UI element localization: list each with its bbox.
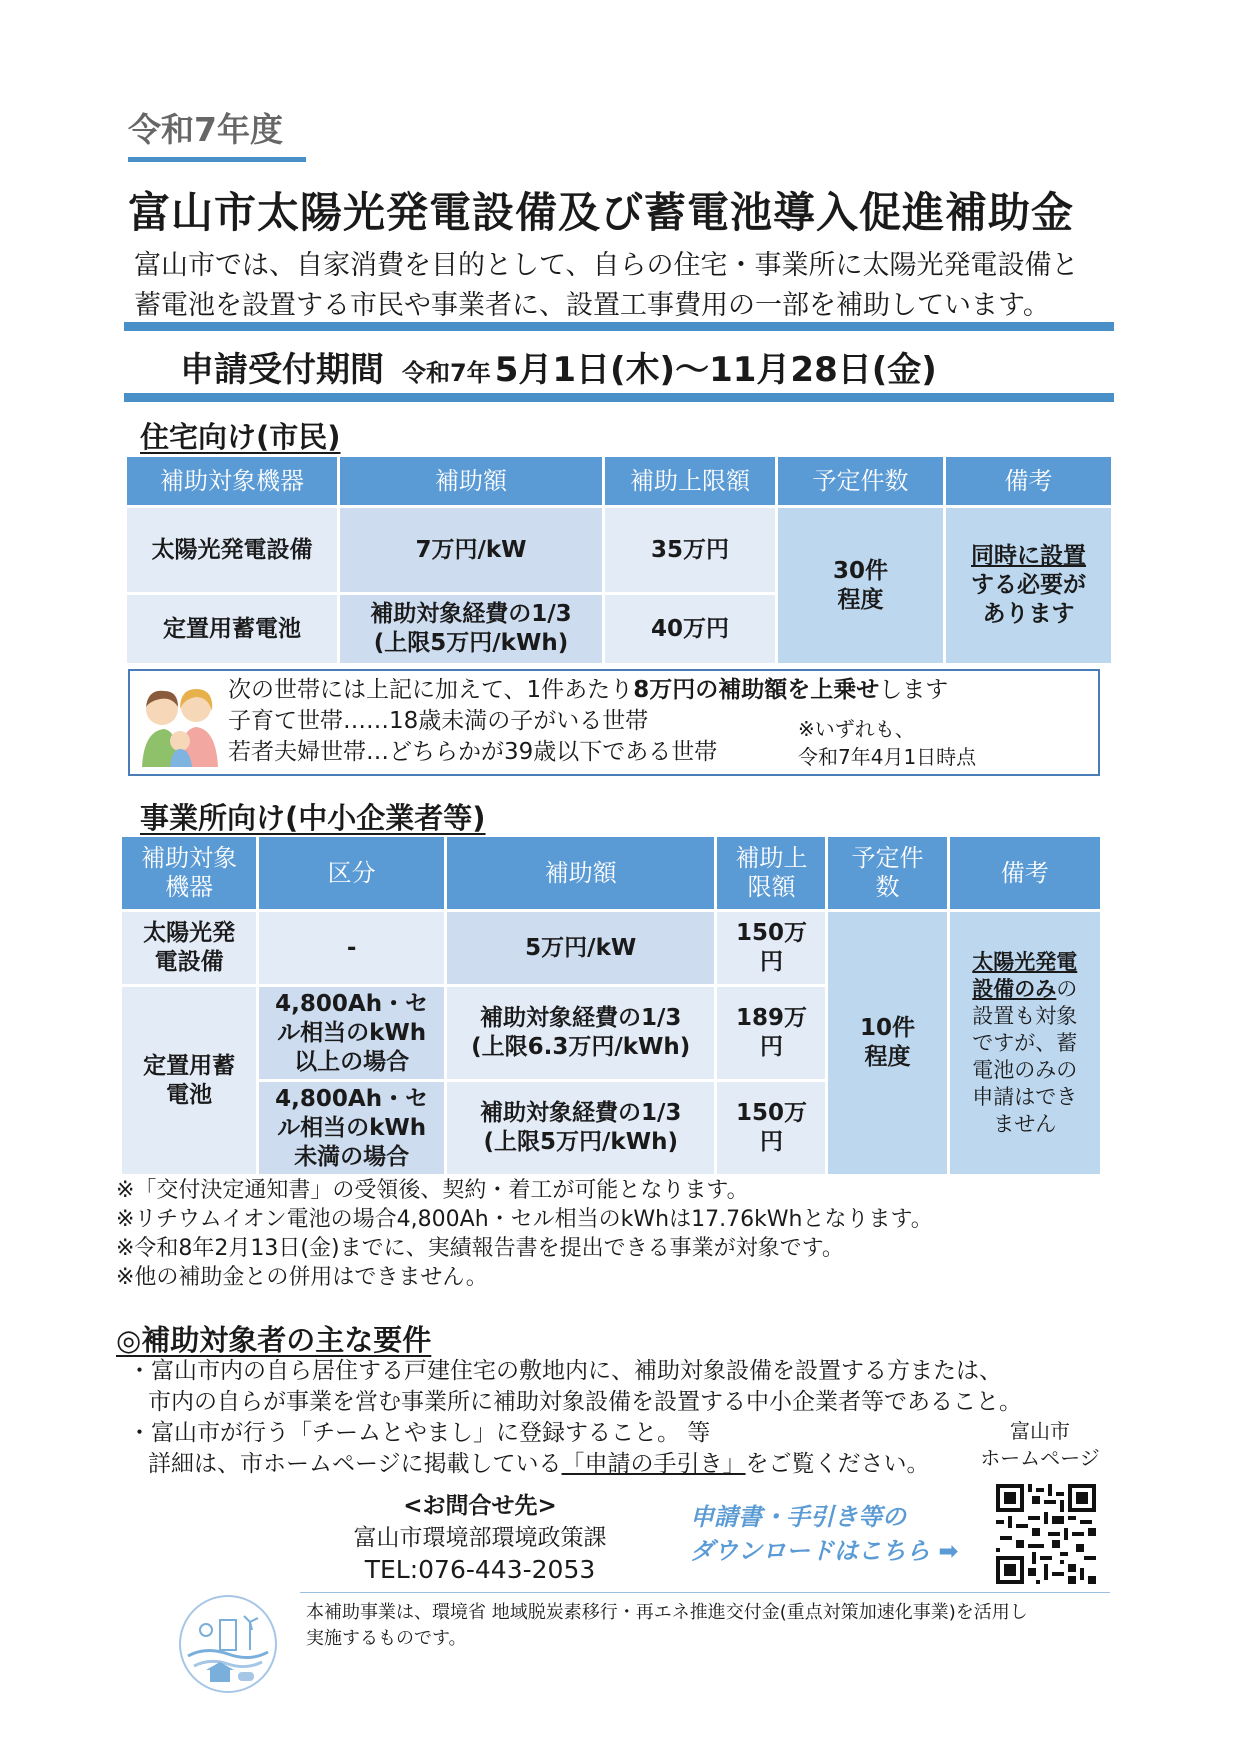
application-period — [180, 342, 937, 391]
biz-solar-cap-l1: 150万 — [735, 920, 807, 946]
business-heading: 事業所向け(中小企業者等) — [140, 801, 486, 835]
res-battery-amount-line2: (上限5万円/kWh) — [373, 630, 569, 656]
res-remark-line1: 同時に設置 — [971, 543, 1086, 569]
biz-remark-l2-strong: 設備のみ — [972, 976, 1057, 1001]
req-line3: ・富山市が行う「チームとやまし」に登録すること。 等 — [128, 1420, 711, 1446]
biz-header-count — [828, 837, 946, 909]
biz-header-cap-l1: 補助上 — [735, 844, 808, 872]
biz-solar-cap — [717, 912, 825, 984]
bonus-line3: 若者夫婦世帯…どちらかが39歳以下である世帯 — [228, 739, 718, 765]
qr-label-line1: 富山市 — [1010, 1419, 1070, 1443]
divider-top — [124, 322, 1114, 331]
qr-code-icon[interactable] — [996, 1484, 1096, 1584]
biz-remark-l7: ません — [993, 1111, 1057, 1136]
biz-header-device — [122, 837, 256, 909]
biz-header-amount: 補助額 — [447, 837, 715, 909]
contact — [345, 1490, 615, 1586]
biz-batt-a-amount — [447, 987, 715, 1079]
res-solar-amount: 7万円/kW — [340, 508, 602, 592]
bonus-line1-post: します — [879, 677, 949, 703]
biz-remark-l5: 電池のみの — [972, 1057, 1078, 1082]
residential-table — [124, 454, 1114, 666]
res-count-line1: 30件 — [832, 557, 888, 584]
biz-batt-a-cap-l1: 189万 — [735, 1005, 807, 1031]
res-header-cap: 補助上限額 — [605, 457, 775, 505]
biz-batt-a-category — [259, 987, 444, 1079]
res-remark-line2: する必要が — [971, 572, 1086, 598]
req-line4-pre: 詳細は、市ホームページに掲載している — [148, 1451, 562, 1477]
requirements-heading: ◎補助対象者の主な要件 — [116, 1323, 432, 1357]
req-line4 — [128, 1449, 1022, 1480]
bonus-line2: 子育て世帯……18歳未満の子がいる世帯 — [228, 708, 649, 734]
bonus-amount: 8万円の補助額を上乗せ — [633, 677, 880, 703]
res-header-amount: 補助額 — [340, 457, 602, 505]
contact-tel[interactable]: TEL:076-443-2053 — [364, 1555, 596, 1584]
note-3: ※令和8年2月13日(金)までに、実績報告書を提出できる事業が対象です。 — [116, 1236, 844, 1261]
note-2: ※リチウムイオン電池の場合4,800Ah・セル相当のkWhは17.76kWhとなります。 — [116, 1207, 933, 1232]
biz-header-cap — [717, 837, 825, 909]
biz-batt-a-amount-l2: (上限6.3万円/kWh) — [471, 1034, 691, 1060]
biz-header-remarks: 備考 — [950, 837, 1100, 909]
req-line2: 市内の自らが事業を営む事業所に補助対象設備を設置する中小企業者等であること。 — [148, 1389, 1022, 1415]
biz-remark-l6: 申請はでき — [972, 1084, 1078, 1109]
business-table — [119, 834, 1103, 1177]
notes — [116, 1176, 933, 1292]
download-line1: 申請書・手引き等の — [690, 1503, 906, 1531]
requirements — [128, 1356, 1022, 1480]
intro-text — [134, 246, 1134, 326]
biz-battery-name-l1: 定置用蓄 — [143, 1052, 236, 1079]
biz-count — [828, 912, 946, 1174]
biz-solar-cap-l2: 円 — [759, 949, 783, 975]
biz-count-l1: 10件 — [860, 1015, 916, 1041]
biz-header-device-l2: 機器 — [165, 873, 214, 901]
bonus-line1 — [228, 675, 948, 706]
biz-solar-amount: 5万円/kW — [447, 912, 715, 984]
period-label: 申請受付期間 — [180, 350, 384, 390]
qr-label — [980, 1418, 1100, 1472]
biz-header-cap-l2: 限額 — [747, 873, 796, 901]
res-count — [778, 508, 943, 663]
biz-batt-b-amount-l2: (上限5万円/kWh) — [483, 1129, 678, 1155]
biz-header-count-l2: 数 — [875, 873, 900, 901]
biz-remark-l2 — [950, 976, 1100, 1003]
guide-link[interactable]: 「申請の手引き」 — [561, 1451, 746, 1477]
res-count-line2: 程度 — [837, 586, 884, 613]
biz-batt-b-cap-l1: 150万 — [735, 1100, 807, 1126]
contact-dept: 富山市環境部環境政策課 — [353, 1525, 607, 1551]
biz-solar-name-l2: 電設備 — [154, 949, 224, 975]
biz-battery-name — [122, 987, 256, 1174]
biz-batt-a-cat-l2: ル相当のkWh — [277, 1019, 427, 1046]
biz-batt-b-cap-l2: 円 — [759, 1129, 783, 1155]
biz-batt-b-cat-l1: 4,800Ah・セ — [275, 1085, 429, 1112]
biz-remarks — [950, 912, 1100, 1174]
res-remark-line3: あります — [982, 601, 1075, 627]
biz-batt-b-cat-l2: ル相当のkWh — [277, 1114, 427, 1141]
biz-batt-a-amount-l1: 補助対象経費の1/3 — [480, 1005, 682, 1031]
contact-label: <お問合せ先> — [403, 1493, 557, 1519]
footer-line2: 実施するものです。 — [306, 1628, 467, 1649]
decarbonization-seal-icon — [176, 1592, 280, 1696]
biz-batt-b-amount-l1: 補助対象経費の1/3 — [480, 1100, 682, 1126]
biz-remark-l3: 設置も対象 — [972, 1003, 1078, 1028]
biz-batt-b-cat-l3: 未満の場合 — [294, 1143, 410, 1170]
bonus-line1-pre: 次の世帯には上記に加えて、1件あたり — [228, 677, 634, 703]
footer-text — [306, 1600, 1028, 1652]
note-1: ※「交付決定通知書」の受領後、契約・着工が可能となります。 — [116, 1178, 749, 1203]
res-header-count: 予定件数 — [778, 457, 943, 505]
res-header-remarks: 備考 — [946, 457, 1111, 505]
bonus-note1: ※いずれも、 — [798, 717, 915, 741]
res-battery-amount — [340, 595, 602, 663]
res-remarks — [946, 508, 1111, 663]
page-title: 富山市太陽光発電設備及び蓄電池導入促進補助金 — [128, 188, 1075, 237]
biz-batt-a-cat-l1: 4,800Ah・セ — [275, 990, 429, 1017]
bonus-note2: 令和7年4月1日時点 — [798, 745, 977, 769]
biz-remark-l4: ですが、蓄 — [972, 1030, 1078, 1055]
res-battery-cap: 40万円 — [605, 595, 775, 663]
res-solar-cap: 35万円 — [605, 508, 775, 592]
biz-battery-name-l2: 電池 — [166, 1081, 213, 1108]
intro-line-1: 富山市では、自家消費を目的として、自らの住宅・事業所に太陽光発電設備と — [134, 250, 1079, 281]
biz-batt-b-amount — [447, 1082, 715, 1174]
footer-line1: 本補助事業は、環境省 地域脱炭素移行・再エネ推進交付金(重点対策加速化事業)を活用し — [306, 1602, 1028, 1623]
res-battery-amount-line1: 補助対象経費の1/3 — [370, 601, 572, 627]
footer-divider — [300, 1592, 1110, 1593]
residential-heading: 住宅向け(市民) — [140, 420, 341, 454]
family-illustration-icon — [134, 679, 224, 769]
download-link[interactable] — [690, 1500, 958, 1568]
fiscal-year: 令和7年度 — [128, 104, 306, 162]
biz-batt-a-cap-l2: 円 — [759, 1034, 783, 1060]
divider-bottom — [124, 393, 1114, 402]
period-range: 5月1日(木)～11月28日(金) — [494, 350, 937, 390]
req-line1: ・富山市内の自ら居住する戸建住宅の敷地内に、補助対象設備を設置する方または、 — [128, 1358, 1002, 1384]
biz-header-category: 区分 — [259, 837, 444, 909]
biz-header-count-l1: 予定件 — [851, 844, 924, 872]
biz-remark-l1: 太陽光発電 — [972, 949, 1078, 974]
biz-solar-category: - — [259, 912, 444, 984]
biz-batt-a-cap — [717, 987, 825, 1079]
biz-batt-b-category — [259, 1082, 444, 1174]
intro-line-2: 蓄電池を設置する市民や事業者に、設置工事費用の一部を補助しています。 — [134, 290, 1050, 321]
biz-solar-name-l1: 太陽光発 — [143, 920, 236, 946]
biz-batt-b-cap — [717, 1082, 825, 1174]
req-line4-post: をご覧ください。 — [745, 1451, 930, 1477]
download-line2: ダウンロードはこちら ➡ — [690, 1537, 959, 1565]
biz-count-l2: 程度 — [864, 1044, 911, 1070]
biz-solar-name — [122, 912, 256, 984]
res-header-device: 補助対象機器 — [127, 457, 337, 505]
biz-remark-l2-tail: の — [1056, 976, 1078, 1001]
bonus-box — [128, 669, 1100, 776]
res-battery-name: 定置用蓄電池 — [127, 595, 337, 663]
res-solar-name: 太陽光発電設備 — [127, 508, 337, 592]
period-era: 令和7年 — [402, 359, 491, 387]
note-4: ※他の補助金との併用はできません。 — [116, 1265, 488, 1290]
bonus-note — [798, 715, 976, 771]
biz-header-device-l1: 補助対象 — [141, 844, 238, 872]
biz-batt-a-cat-l3: 以上の場合 — [294, 1048, 410, 1075]
qr-label-line2: ホームページ — [980, 1446, 1100, 1470]
